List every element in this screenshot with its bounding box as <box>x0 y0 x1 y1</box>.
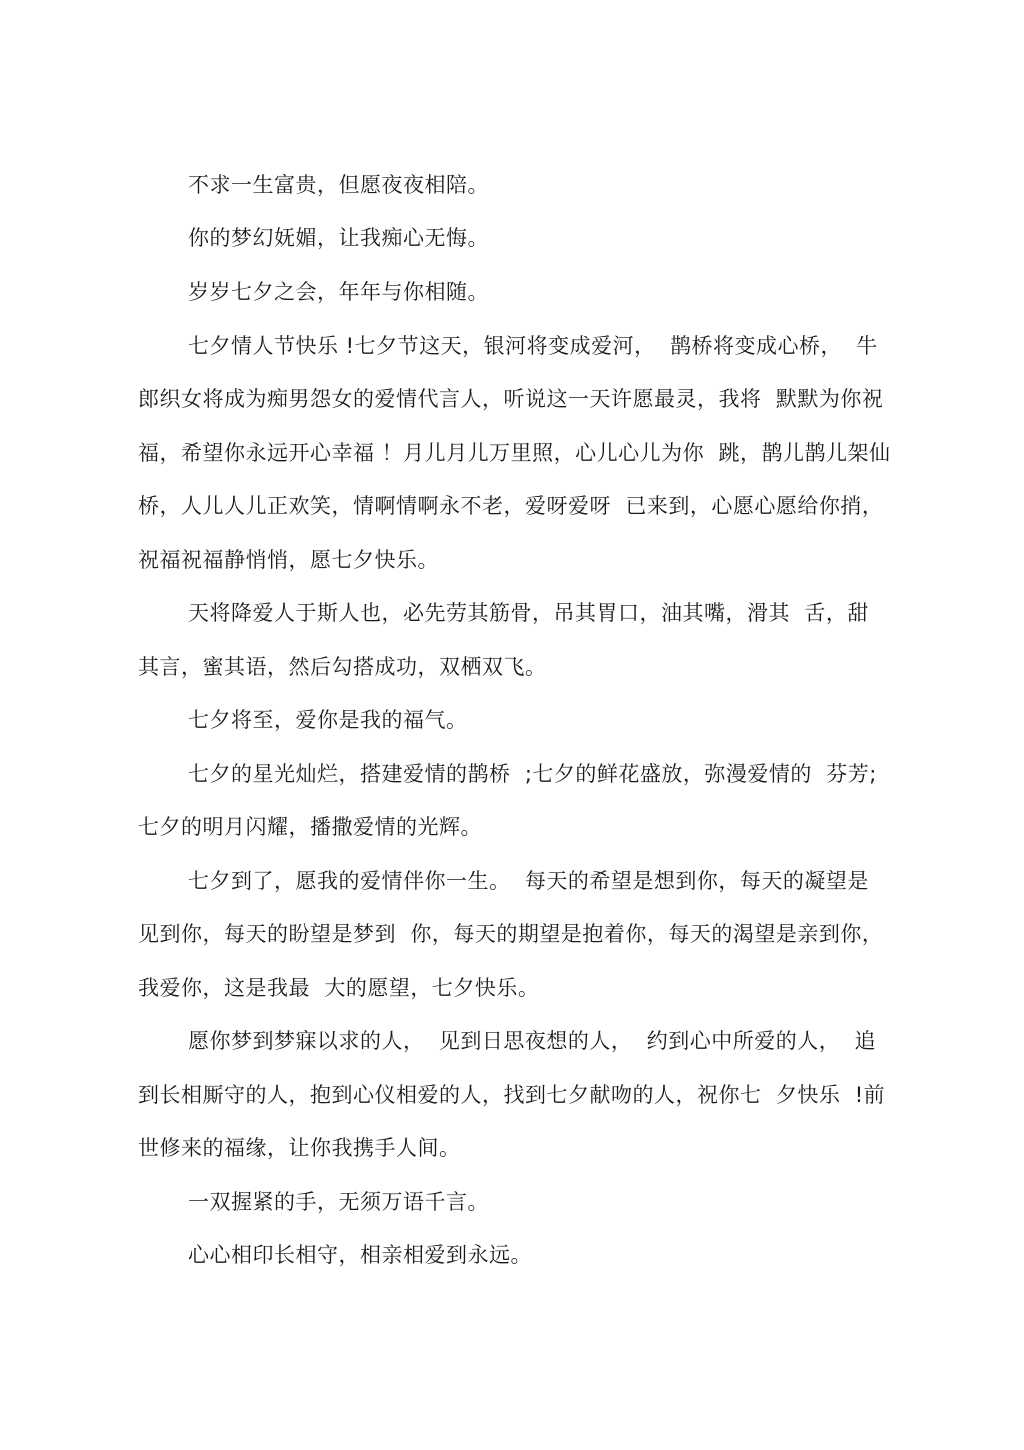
text-line: 愿你梦到梦寐以求的人， 见到日思夜想的人， 约到心中所爱的人， 追 <box>188 1029 877 1053</box>
text-line: 岁岁七夕之会，年年与你相随。 <box>188 280 489 304</box>
text-line: 桥，人儿人儿正欢笑，情啊情啊永不老，爱呀爱呀 已来到，心愿心愿给你捎， <box>138 494 884 518</box>
text-line: 不求一生富贵，但愿夜夜相陪。 <box>188 173 489 197</box>
text-line: 你的梦幻妩媚，让我痴心无悔。 <box>188 226 489 250</box>
text-line: 七夕情人节快乐 !七夕节这天，银河将变成爱河， 鹊桥将变成心桥， 牛 <box>188 334 878 358</box>
text-line: 我爱你，这是我最 大的愿望，七夕快乐。 <box>138 976 540 1000</box>
text-line: 到长相厮守的人，抱到心仪相爱的人，找到七夕献吻的人，祝你七 夕快乐 !前 <box>138 1083 886 1107</box>
text-line: 郎织女将成为痴男怨女的爱情代言人，听说这一天许愿最灵，我将 默默为你祝 <box>138 387 884 411</box>
text-line: 七夕的明月闪耀，播撒爱情的光辉。 <box>138 815 482 839</box>
text-line: 见到你，每天的盼望是梦到 你，每天的期望是抱着你，每天的渴望是亲到你， <box>138 922 884 946</box>
text-line: 心心相印长相守，相亲相爱到永远。 <box>188 1243 532 1267</box>
text-line: 祝福祝福静悄悄，愿七夕快乐。 <box>138 548 439 572</box>
text-line: 世修来的福缘，让你我携手人间。 <box>138 1136 461 1160</box>
text-line: 福，希望你永远开心幸福 ！月儿月儿万里照，心儿心儿为你 跳，鹊儿鹊儿架仙 <box>138 441 891 465</box>
text-line: 七夕的星光灿烂，搭建爱情的鹊桥 ;七夕的鲜花盛放，弥漫爱情的 芬芳; <box>188 762 877 786</box>
text-line: 天将降爱人于斯人也，必先劳其筋骨，吊其胃口，油其嘴，滑其 舌，甜 <box>188 601 869 625</box>
text-line: 其言，蜜其语，然后勾搭成功，双栖双飞。 <box>138 655 547 679</box>
text-line: 一双握紧的手，无须万语千言。 <box>188 1190 489 1214</box>
text-line: 七夕将至，爱你是我的福气。 <box>188 708 468 732</box>
text-line: 七夕到了，愿我的爱情伴你一生。 每天的希望是想到你，每天的凝望是 <box>188 869 869 893</box>
